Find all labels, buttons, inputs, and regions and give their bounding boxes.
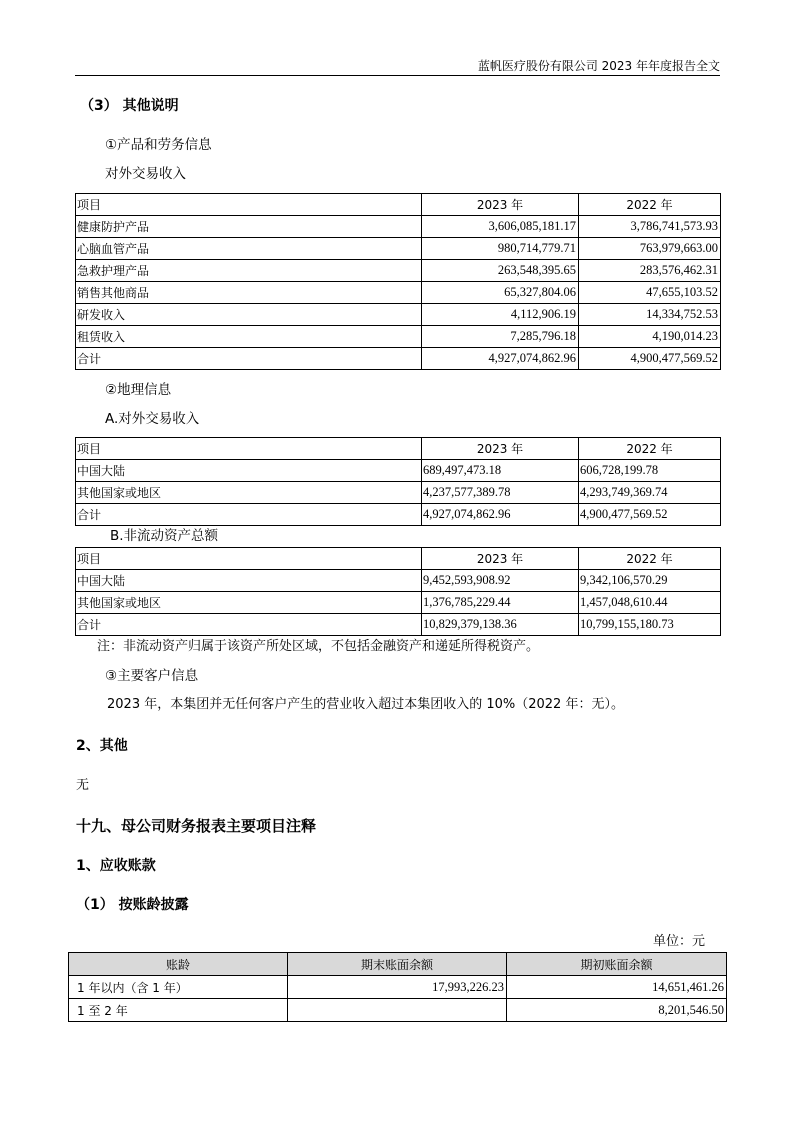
value-2022: 4,190,014.23 [579,326,721,348]
value-2023: 4,927,074,862.96 [422,504,579,526]
unit-label: 单位：元 [652,934,705,949]
section-19-title: 十九、母公司财务报表主要项目注释 [76,817,317,835]
page-header: 蓝帆医疗股份有限公司 2023 年年度报告全文 [477,59,720,73]
header-cell: 项目 [76,548,422,570]
row-label: 其他国家或地区 [76,482,422,504]
header-cell: 2022 年 [579,438,721,460]
table-total-row [76,504,721,526]
product-subtitle: 对外交易收入 [105,166,186,182]
header-cell: 期初账面余额 [507,953,727,976]
header-cell: 2023 年 [422,194,579,216]
row-label: 1 年以内（含 1 年） [69,976,288,999]
value-2023: 3,606,085,181.17 [422,216,579,238]
row-label: 销售其他商品 [76,282,422,304]
row-label: 合计 [76,348,422,370]
table-header-row [69,953,727,976]
header-cell: 2023 年 [422,438,579,460]
table-row [69,999,727,1022]
value-2023: 689,497,473.18 [422,460,579,482]
table-row [76,592,721,614]
table-header-row [76,438,721,460]
table-row [76,326,721,348]
value-2022: 4,293,749,369.74 [579,482,721,504]
geo-revenue-table [75,437,721,526]
row-label: 急救护理产品 [76,260,422,282]
aging-subtitle: （1） 按账龄披露 [76,897,189,913]
header-cell: 项目 [76,438,422,460]
table-total-row [76,614,721,636]
table-row [69,976,727,999]
table-header-row [76,194,721,216]
row-label: 中国大陆 [76,570,422,592]
opening-balance: 8,201,546.50 [507,999,727,1022]
geo-a-title: A.对外交易收入 [105,411,200,427]
value-2023: 263,548,395.65 [422,260,579,282]
value-2022: 4,900,477,569.52 [579,504,721,526]
table-row [76,482,721,504]
header-cell: 2022 年 [579,194,721,216]
geo-b-title: B.非流动资产总额 [110,528,219,544]
value-2023: 4,112,906.19 [422,304,579,326]
product-revenue-table [75,193,721,370]
value-2022: 9,342,106,570.29 [579,570,721,592]
value-2022: 283,576,462.31 [579,260,721,282]
value-2023: 1,376,785,229.44 [422,592,579,614]
receivable-aging-table [68,952,727,1022]
value-2023: 10,829,379,138.36 [422,614,579,636]
non-current-assets-table [75,547,721,636]
value-2023: 4,237,577,389.78 [422,482,579,504]
table-row [76,238,721,260]
value-2022: 14,334,752.53 [579,304,721,326]
table-row [76,460,721,482]
closing-balance [288,999,507,1022]
value-2022: 1,457,048,610.44 [579,592,721,614]
value-2023: 7,285,796.18 [422,326,579,348]
table-total-row [76,348,721,370]
value-2022: 47,655,103.52 [579,282,721,304]
row-label: 健康防护产品 [76,216,422,238]
customer-info-title: ③主要客户信息 [105,668,199,684]
table-row [76,570,721,592]
geo-note: 注：非流动资产归属于该资产所处区域，不包括金融资产和递延所得税资产。 [97,639,540,654]
header-cell: 项目 [76,194,422,216]
header-cell: 期末账面余额 [288,953,507,976]
value-2022: 10,799,155,180.73 [579,614,721,636]
table-row [76,304,721,326]
row-label: 其他国家或地区 [76,592,422,614]
header-cell: 2023 年 [422,548,579,570]
row-label: 合计 [76,504,422,526]
product-info-title: ①产品和劳务信息 [105,137,212,153]
opening-balance: 14,651,461.26 [507,976,727,999]
closing-balance: 17,993,226.23 [288,976,507,999]
other-title: 2、其他 [76,738,128,754]
value-2022: 606,728,199.78 [579,460,721,482]
value-2023: 65,327,804.06 [422,282,579,304]
value-2022: 3,786,741,573.93 [579,216,721,238]
value-2023: 4,927,074,862.96 [422,348,579,370]
row-label: 中国大陆 [76,460,422,482]
row-label: 租赁收入 [76,326,422,348]
table-row [76,282,721,304]
value-2022: 4,900,477,569.52 [579,348,721,370]
header-cell: 账龄 [69,953,288,976]
other-text: 无 [76,778,90,793]
row-label: 心脑血管产品 [76,238,422,260]
row-label: 研发收入 [76,304,422,326]
geo-info-title: ②地理信息 [105,382,172,398]
table-row [76,216,721,238]
row-label: 合计 [76,614,422,636]
value-2023: 9,452,593,908.92 [422,570,579,592]
header-cell: 2022 年 [579,548,721,570]
receivable-title: 1、应收账款 [76,858,156,874]
value-2023: 980,714,779.71 [422,238,579,260]
table-header-row [76,548,721,570]
value-2022: 763,979,663.00 [579,238,721,260]
table-row [76,260,721,282]
section-3-title: （3） 其他说明 [80,98,179,114]
header-divider [75,75,720,76]
row-label: 1 至 2 年 [69,999,288,1022]
customer-info-text: 2023 年，本集团并无任何客户产生的营业收入超过本集团收入的 10%（2022 年：无）。 [107,697,624,712]
